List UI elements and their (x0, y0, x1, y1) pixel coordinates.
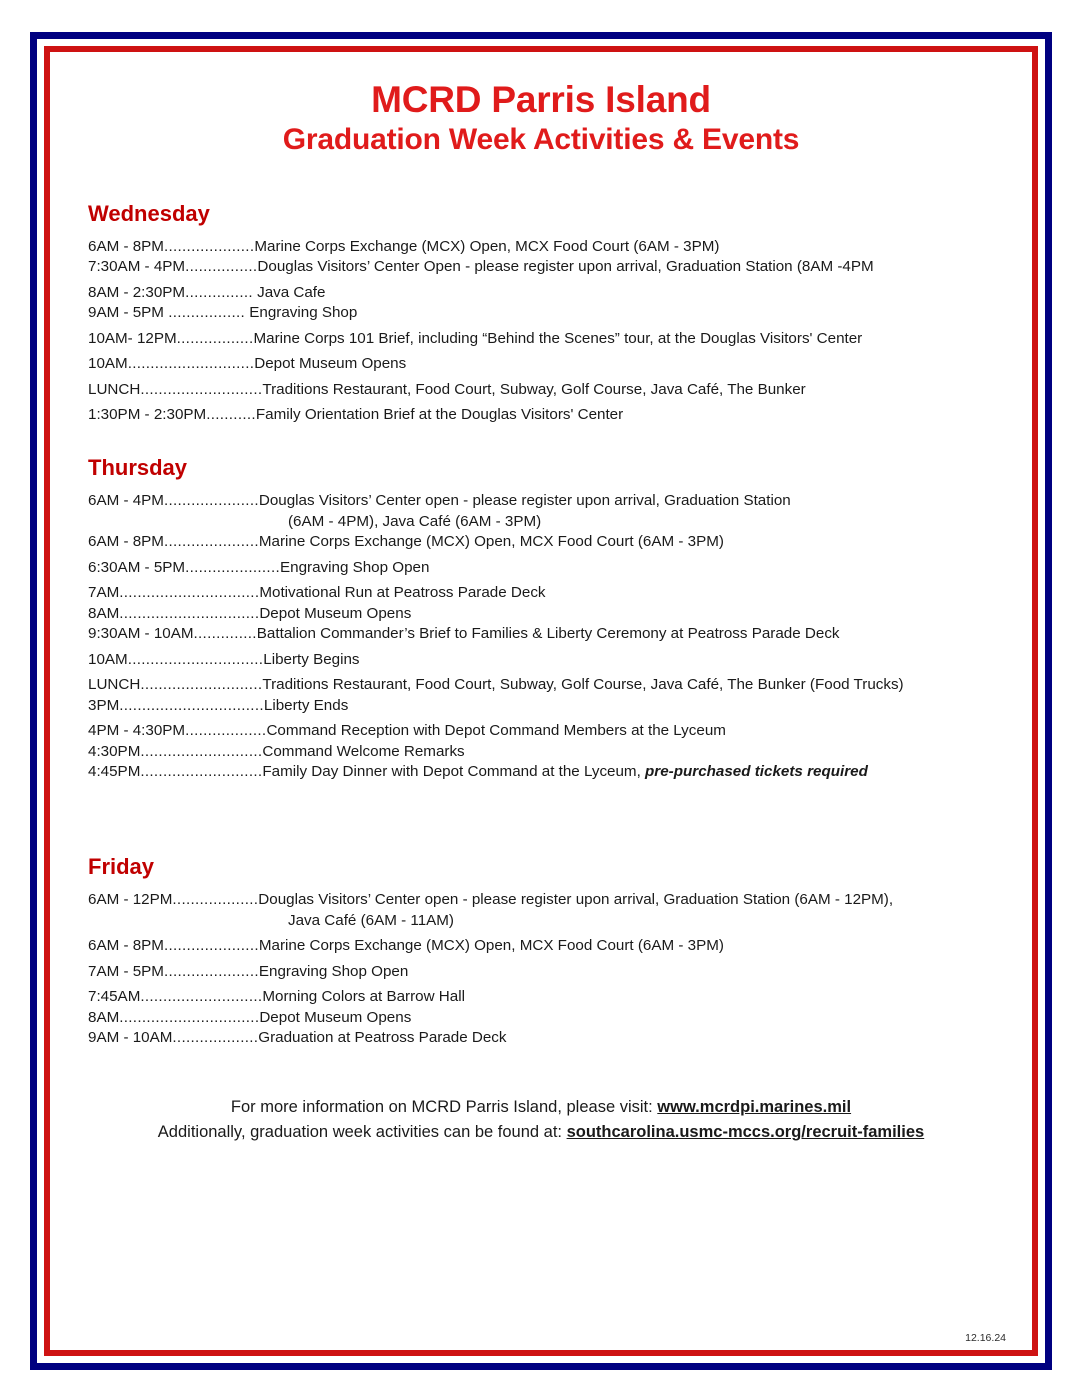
footer-line-1-text: For more information on MCRD Parris Island, please visit: (230, 1097, 658, 1116)
schedule-entry (88, 354, 1006, 375)
flyer-content (50, 52, 1032, 1350)
schedule-list (88, 890, 1006, 1049)
entry-description: Battalion Commander’s Brief to Families & Liberty Ceremony at Peatross Parade Deck (256, 625, 840, 643)
inner-border (44, 46, 1038, 1356)
entry-time: 7:45AM (88, 988, 141, 1006)
entry-dot-leader: ................. (168, 304, 246, 322)
entry-dot-leader: ............................... (119, 1008, 260, 1026)
entry-time: 10AM (88, 650, 128, 668)
entry-time: 10AM (88, 355, 128, 373)
entry-dot-leader: ................... (172, 1029, 259, 1047)
schedule-entry (88, 604, 1006, 625)
entry-description: Command Reception with Depot Command Members at the Lyceum (266, 722, 726, 740)
entry-description: Traditions Restaurant, Food Court, Subway, Golf Course, Java Café, The Bunker (Food Trucks) (262, 676, 904, 694)
entry-time: 6:30AM - 5PM (88, 558, 186, 576)
entry-description: Engraving Shop Open (258, 962, 409, 980)
entry-description: Douglas Visitors’ Center open - please register upon arrival, Graduation Station (6AM - 12PM), (258, 891, 894, 909)
footer-line-2 (76, 1120, 1006, 1146)
schedule-entry (88, 380, 1006, 401)
day-sections (76, 202, 1006, 1049)
entry-time: 10AM- 12PM (88, 329, 177, 347)
schedule-entry (88, 650, 1006, 671)
entry-time: 9AM - 5PM (88, 304, 169, 322)
section-spacer (76, 426, 1006, 456)
entry-description: Liberty Ends (263, 696, 349, 714)
entry-description: Traditions Restaurant, Food Court, Subway, Golf Course, Java Café, The Bunker (262, 380, 806, 398)
entry-description: Depot Museum Opens (254, 355, 407, 373)
entry-dot-leader: ................. (176, 329, 254, 347)
mccs-recruit-families-link[interactable]: southcarolina.usmc-mccs.org/recruit-families (566, 1123, 925, 1142)
title-secondary: Graduation Week Activities & Events (282, 122, 800, 156)
footer-line-2-text-tail: : (557, 1123, 567, 1142)
entry-dot-leader: ..................... (185, 558, 280, 576)
entry-time: 6AM - 4PM (88, 492, 164, 510)
entry-dot-leader: ............................... (119, 584, 260, 602)
title-primary: MCRD Parris Island (371, 79, 711, 120)
entry-dot-leader: ........... (206, 406, 256, 424)
day-section-thursday (76, 456, 1006, 783)
entry-description: Marine Corps Exchange (MCX) Open, MCX Food Court (6AM - 3PM) (254, 237, 720, 255)
entry-dot-leader: ................ (185, 258, 258, 276)
entry-continuation: (6AM - 4PM), Java Café (6AM - 3PM) (288, 512, 542, 530)
entry-dot-leader: ........................... (140, 988, 263, 1006)
entry-description: Marine Corps Exchange (MCX) Open, MCX Food Court (6AM - 3PM) (258, 937, 724, 955)
entry-description: Marine Corps 101 Brief, including “Behind the Scenes” tour, at the Douglas Visitors' Center (253, 329, 863, 347)
entry-dot-leader: ........................... (140, 676, 263, 694)
schedule-entry (88, 890, 1006, 911)
entry-dot-leader: ................... (172, 891, 259, 909)
entry-dot-leader: ........................... (140, 742, 263, 760)
schedule-entry (88, 742, 1006, 763)
schedule-entry (88, 329, 1006, 350)
entry-description: Morning Colors at Barrow Hall (262, 988, 465, 1006)
day-heading-thursday: Thursday (88, 454, 188, 480)
entry-dot-leader: .............. (193, 625, 257, 643)
entry-time: 4PM - 4:30PM (88, 722, 186, 740)
schedule-entry (88, 583, 1006, 604)
entry-time: 7AM - 5PM (88, 962, 164, 980)
entry-description: Family Day Dinner with Depot Command at the Lyceum, (262, 763, 646, 781)
entry-description: Graduation at Peatross Parade Deck (258, 1029, 507, 1047)
entry-time: 6AM - 8PM (88, 533, 164, 551)
entry-description: Depot Museum Opens (259, 1008, 412, 1026)
entry-description: Engraving Shop Open (280, 558, 430, 576)
schedule-entry (88, 696, 1006, 717)
footer-line-2-text: Additionally, graduation week activities can be found at (157, 1123, 558, 1142)
schedule-entry (88, 532, 1006, 553)
entry-time: 4:30PM (88, 742, 141, 760)
schedule-entry (88, 721, 1006, 742)
entry-dot-leader: ............... (185, 283, 253, 301)
entry-description: Motivational Run at Peatross Parade Deck (259, 584, 546, 602)
entry-description: Command Welcome Remarks (262, 742, 465, 760)
entry-time: 6AM - 8PM (88, 937, 164, 955)
entry-time: 7:30AM - 4PM (88, 258, 186, 276)
entry-description: Douglas Visitors’ Center Open - please register upon arrival, Graduation Station (8AM -4PM (257, 258, 874, 276)
schedule-entry (88, 962, 1006, 983)
entry-time: 3PM (88, 696, 120, 714)
entry-description: Marine Corps Exchange (MCX) Open, MCX Food Court (6AM - 3PM) (258, 533, 724, 551)
day-heading-wednesday: Wednesday (88, 200, 210, 226)
entry-time: 9:30AM - 10AM (88, 625, 194, 643)
entry-dot-leader: .............................. (127, 650, 264, 668)
entry-dot-leader: ............................ (127, 355, 255, 373)
day-section-wednesday (76, 202, 1006, 426)
entry-dot-leader: .................. (185, 722, 267, 740)
mcrdpi-website-link[interactable]: www.mcrdpi.marines.mil (657, 1097, 852, 1116)
entry-dot-leader: .................... (163, 237, 255, 255)
schedule-entry (88, 1008, 1006, 1029)
schedule-list (88, 491, 1006, 783)
datestamp: 12.16.24 (965, 1332, 1006, 1344)
schedule-list (88, 237, 1006, 426)
schedule-entry (88, 257, 1006, 278)
entry-description: Engraving Shop (245, 304, 358, 322)
schedule-entry (88, 237, 1006, 258)
entry-dot-leader: ........................... (140, 380, 263, 398)
section-spacer (76, 783, 1006, 855)
entry-description: Java Cafe (252, 283, 326, 301)
schedule-entry (88, 491, 1006, 512)
entry-emphasis-note: pre-purchased tickets required (645, 763, 868, 781)
schedule-entry (88, 675, 1006, 696)
entry-dot-leader: ..................... (163, 962, 259, 980)
entry-description: Family Orientation Brief at the Douglas Visitors' Center (255, 406, 624, 424)
entry-time: LUNCH (88, 380, 141, 398)
page-title (76, 78, 1006, 158)
schedule-entry (88, 283, 1006, 304)
schedule-entry (88, 762, 1006, 783)
schedule-entry (88, 624, 1006, 645)
day-heading-friday: Friday (88, 853, 155, 879)
entry-dot-leader: ........................... (140, 763, 263, 781)
entry-time: 1:30PM - 2:30PM (88, 406, 207, 424)
entry-time: 6AM - 8PM (88, 237, 164, 255)
schedule-entry (88, 303, 1006, 324)
entry-dot-leader: ..................... (163, 492, 259, 510)
schedule-entry (88, 1028, 1006, 1049)
schedule-entry (88, 405, 1006, 426)
entry-continuation: Java Café (6AM - 11AM) (288, 911, 454, 929)
footer (76, 1095, 1006, 1146)
entry-dot-leader: ............................... (119, 604, 260, 622)
day-section-friday (76, 855, 1006, 1049)
entry-time: 4:45PM (88, 763, 141, 781)
schedule-entry (88, 987, 1006, 1008)
entry-description: Liberty Begins (263, 650, 360, 668)
entry-time: 7AM (88, 584, 120, 602)
entry-time: 8AM (88, 604, 120, 622)
entry-dot-leader: ..................... (163, 533, 259, 551)
entry-time: 9AM - 10AM (88, 1029, 173, 1047)
entry-description: Douglas Visitors’ Center open - please register upon arrival, Graduation Station (258, 492, 791, 510)
schedule-entry (88, 558, 1006, 579)
entry-time: 8AM (88, 1008, 120, 1026)
footer-line-1 (76, 1095, 1006, 1121)
entry-time: LUNCH (88, 676, 141, 694)
schedule-entry (88, 936, 1006, 957)
entry-time: 8AM - 2:30PM (88, 283, 186, 301)
entry-dot-leader: ..................... (163, 937, 259, 955)
entry-time: 6AM - 12PM (88, 891, 173, 909)
entry-description: Depot Museum Opens (259, 604, 412, 622)
outer-border (30, 32, 1052, 1370)
entry-dot-leader: ................................ (119, 696, 264, 714)
